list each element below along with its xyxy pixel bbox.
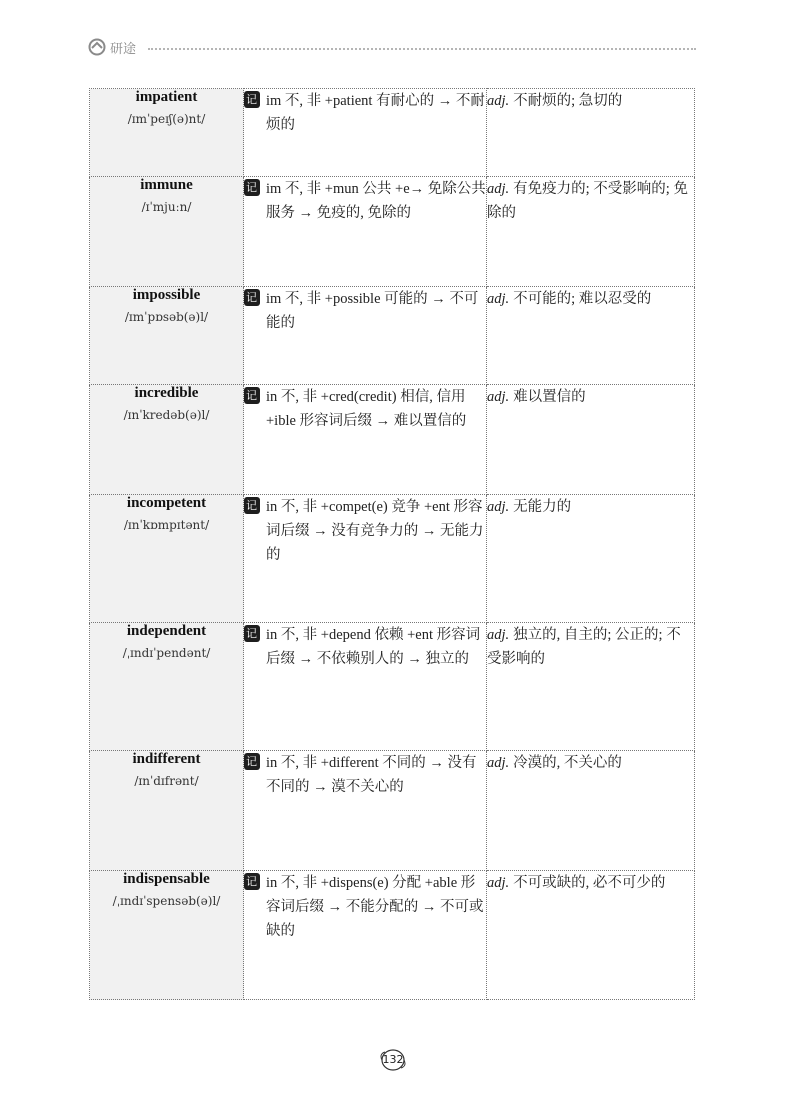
- definition-text: 无能力的: [513, 499, 572, 515]
- phonetic: /ɪnˈdɪfrənt/: [134, 774, 199, 788]
- phonetic: /ɪmˈpɒsəb(ə)l/: [124, 310, 209, 324]
- definition-text: 难以置信的: [513, 389, 586, 405]
- etymology-text: im 不, 非 +mun 公共 +e→ 免除公共服务 → 免疫的, 免除的: [266, 181, 486, 221]
- headword: indifferent: [132, 751, 201, 767]
- headword: incompetent: [126, 495, 207, 511]
- memory-note-icon: [244, 625, 260, 642]
- part-of-speech: adj.: [487, 499, 510, 515]
- definition-text: 不可或缺的, 必不可少的: [513, 875, 666, 891]
- definition-text: 不耐烦的; 急切的: [513, 93, 623, 109]
- table-row: [90, 623, 695, 751]
- memory-note-icon: [244, 289, 260, 306]
- etymology-text: im 不, 非 +patient 有耐心的 → 不耐烦的: [266, 93, 485, 133]
- phonetic: /ɪmˈpeɪʃ(ə)nt/: [127, 112, 206, 126]
- part-of-speech: adj.: [487, 875, 510, 891]
- etymology-text: im 不, 非 +possible 可能的 → 不可能的: [266, 291, 479, 331]
- definition-cell: [487, 89, 695, 177]
- definition-text: 有免疫力的; 不受影响的; 免除的: [487, 181, 688, 221]
- vocabulary-table: [89, 88, 695, 1000]
- page-number: 132: [382, 1053, 404, 1066]
- etymology-text: in 不, 非 +different 不同的 → 没有不同的 → 漠不关心的: [266, 755, 477, 795]
- definition-cell: [487, 751, 695, 871]
- memory-note-icon: [244, 179, 260, 196]
- definition-cell: [487, 871, 695, 1000]
- word-cell: [90, 623, 244, 751]
- etymology-text: in 不, 非 +compet(e) 竞争 +ent 形容词后缀 → 没有竞争力的 → 无能力的: [266, 499, 484, 563]
- definition-text: 不可能的; 难以忍受的: [513, 291, 652, 307]
- memory-note-icon: [244, 753, 260, 770]
- phonetic: /ɪnˈkɒmpɪtənt/: [123, 518, 210, 532]
- table-row: [90, 287, 695, 385]
- memory-note-icon: [244, 91, 260, 108]
- etymology-cell: [244, 385, 487, 495]
- definition-cell: [487, 385, 695, 495]
- etymology-text: in 不, 非 +depend 依赖 +ent 形容词后缀 → 不依赖别人的 → 独立的: [266, 627, 481, 667]
- etymology-text: in 不, 非 +dispens(e) 分配 +able 形容词后缀 → 不能分配的 → 不可或缺的: [266, 875, 484, 939]
- table-row: [90, 871, 695, 1000]
- word-cell: [90, 495, 244, 623]
- part-of-speech: adj.: [487, 627, 510, 643]
- etymology-cell: [244, 871, 487, 1000]
- headword: immune: [140, 177, 193, 193]
- table-row: [90, 751, 695, 871]
- table-row: [90, 177, 695, 287]
- etymology-cell: [244, 177, 487, 287]
- phonetic: /ˌɪndɪˈspensəb(ə)l/: [112, 894, 221, 908]
- part-of-speech: adj.: [487, 389, 510, 405]
- etymology-cell: [244, 495, 487, 623]
- part-of-speech: adj.: [487, 93, 510, 109]
- definition-cell: [487, 623, 695, 751]
- page-number-badge: [380, 1048, 406, 1072]
- etymology-cell: [244, 287, 487, 385]
- etymology-cell: [244, 623, 487, 751]
- phonetic: /ˌɪndɪˈpendənt/: [122, 646, 211, 660]
- definition-text: 独立的, 自主的; 公正的; 不受影响的: [487, 627, 681, 667]
- etymology-cell: [244, 89, 487, 177]
- headword: incredible: [134, 385, 199, 401]
- table-row: [90, 385, 695, 495]
- definition-cell: [487, 495, 695, 623]
- definition-cell: [487, 177, 695, 287]
- memory-note-icon: [244, 873, 260, 890]
- word-cell: [90, 871, 244, 1000]
- word-cell: [90, 89, 244, 177]
- phonetic: /ɪˈmjuːn/: [141, 200, 192, 214]
- definition-text: 冷漠的, 不关心的: [513, 755, 622, 771]
- table-row: [90, 495, 695, 623]
- header-dotted-rule: [148, 48, 696, 50]
- word-cell: [90, 287, 244, 385]
- memory-note-icon: [244, 387, 260, 404]
- headword: impatient: [135, 89, 198, 105]
- phonetic: /ɪnˈkredəb(ə)l/: [123, 408, 210, 422]
- definition-cell: [487, 287, 695, 385]
- table-row: [90, 89, 695, 177]
- memory-note-icon: [244, 497, 260, 514]
- part-of-speech: adj.: [487, 181, 510, 197]
- headword: independent: [126, 623, 207, 639]
- word-cell: [90, 385, 244, 495]
- word-cell: [90, 751, 244, 871]
- part-of-speech: adj.: [487, 755, 510, 771]
- page-header: [88, 36, 696, 60]
- headword: impossible: [132, 287, 201, 303]
- headword: indispensable: [123, 871, 210, 887]
- part-of-speech: adj.: [487, 291, 510, 307]
- brand-logo-icon: [88, 38, 106, 56]
- word-cell: [90, 177, 244, 287]
- etymology-cell: [244, 751, 487, 871]
- etymology-text: in 不, 非 +cred(credit) 相信, 信用 +ible 形容词后缀 → 难以置信的: [266, 389, 467, 429]
- brand-name: 研途: [110, 42, 137, 57]
